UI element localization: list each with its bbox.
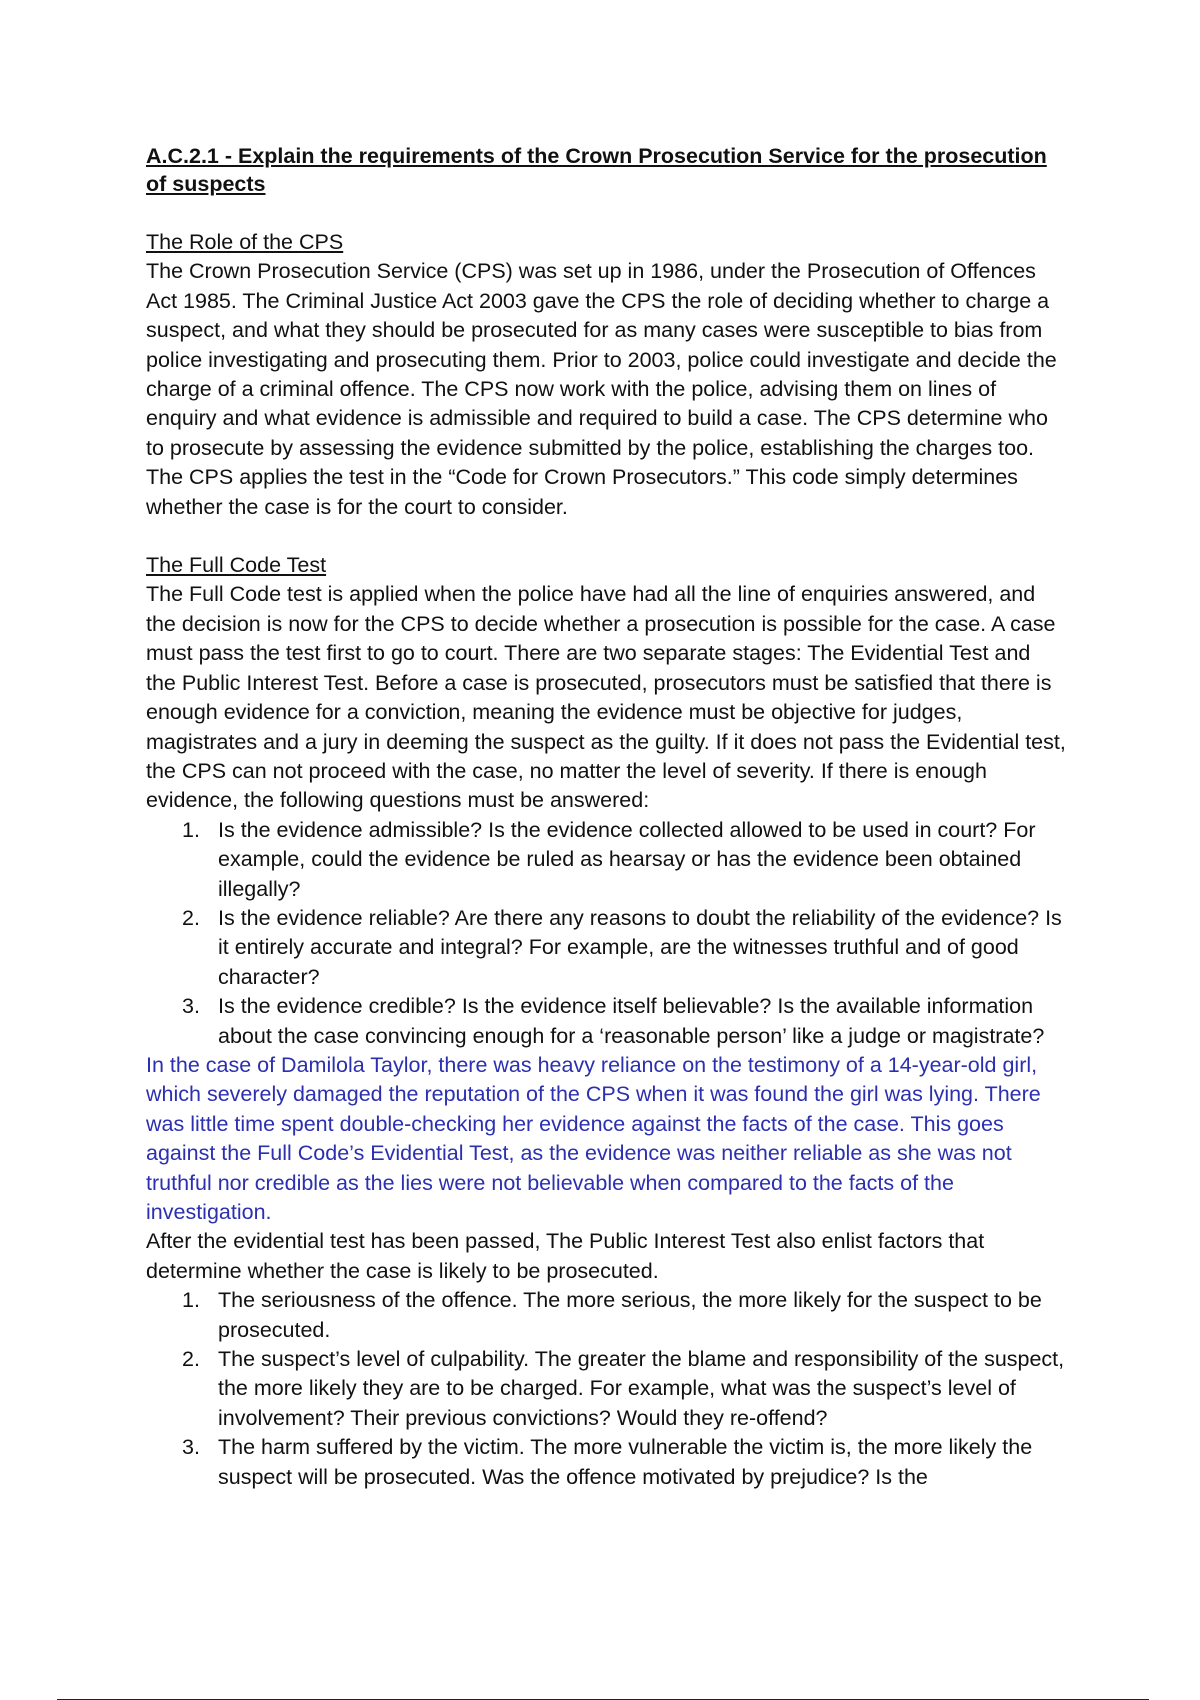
list-item-number: 2. [182,905,200,930]
list-item-text: Is the evidence credible? Is the evidence itself believable? Is the available information about the case convincing enough for a ‘reasonable person’ like a judge or magistrate? [218,994,1045,1048]
list-item [182,816,1066,904]
list-item-number: 3. [182,1435,200,1460]
role-of-cps-paragraph: The Crown Prosecution Service (CPS) was set up in 1986, under the Prosecution of Offences Act 1985. The Criminal Justice Act 2003 gave the CPS the role of deciding whether to charge a suspect, and what they should be prosecuted for as many cases were susceptible to bias from police investigating and prosecuting them. Prior to 2003, police could investigate and decide the charge of a criminal offence. The CPS now work with the police, advising them on lines of enquiry and what evidence is admissible and required to build a case. The CPS determine who to prosecute by assessing the evidence submitted by the police, establishing the charges too. The CPS applies the test in the “Code for Crown Prosecutors.” This code simply determines whether the case is for the court to consider. [146,259,1057,519]
case-study-note: In the case of Damilola Taylor, there was heavy reliance on the testimony of a 14-year-old girl, which severely damaged the reputation of the CPS when it was found the girl was lying. There was little time spent double-checking her evidence against the facts of the case. This goes against the Full Code’s Evidential Test, as the evidence was neither reliable as she was not truthful nor credible as the lies were not believable when compared to the facts of the investigation. [146,1052,1041,1224]
list-item [182,1433,1066,1492]
document-title: A.C.2.1 - Explain the requirements of the Crown Prosecution Service for the prosecution of suspects [146,144,1047,196]
list-item-text: Is the evidence admissible? Is the evidence collected allowed to be used in court? For example, could the evidence be ruled as hearsay or has the evidence been obtained illegally? [218,817,1036,901]
list-item [182,904,1066,992]
list-item-number: 1. [182,817,200,842]
evidential-questions-list [146,816,1066,1051]
list-item-text: The seriousness of the offence. The more serious, the more likely for the suspect to be prosecuted. [218,1288,1042,1342]
list-item [182,1345,1066,1433]
public-interest-intro: After the evidential test has been passed, The Public Interest Test also enlist factors that determine whether the case is likely to be prosecuted. [146,1229,985,1283]
list-item-text: Is the evidence reliable? Are there any reasons to doubt the reliability of the evidence? Is it entirely accurate and integral? For example, are the witnesses truthful and of good character? [218,905,1062,989]
list-item-text: The suspect’s level of culpability. The greater the blame and responsibility of the suspect, the more likely they are to be charged. For example, what was the suspect’s level of involvement? Their previous convictions? Would they re-offend? [218,1347,1065,1430]
full-code-intro-paragraph: The Full Code test is applied when the police have had all the line of enquiries answered, and the decision is now for the CPS to decide whether a prosecution is possible for the case. A case must pass the test first to go to court. There are two separate stages: The Evidential Test and the Public Interest Test. Before a case is prosecuted, prosecutors must be satisfied that there is enough evidence for a conviction, meaning the evidence must be objective for judges, magistrates and a jury in deeming the suspect as the guilty. If it does not pass the Evidential test, the CPS can not proceed with the case, no matter the level of severity. If there is enough evidence, the following questions must be answered: [146,582,1066,813]
list-item [182,1286,1066,1345]
section-heading-full-code-test: The Full Code Test [146,553,327,578]
list-item-number: 1. [182,1288,200,1313]
public-interest-factors-list [146,1286,1066,1492]
document-page [146,142,1066,1492]
list-item [182,992,1066,1051]
list-item-text: The harm suffered by the victim. The more vulnerable the victim is, the more likely the suspect will be prosecuted. Was the offence motivated by prejudice? Is the [218,1435,1033,1489]
section-heading-role-of-cps: The Role of the CPS [146,230,344,254]
list-item-number: 3. [182,994,200,1019]
list-item-number: 2. [182,1347,200,1372]
